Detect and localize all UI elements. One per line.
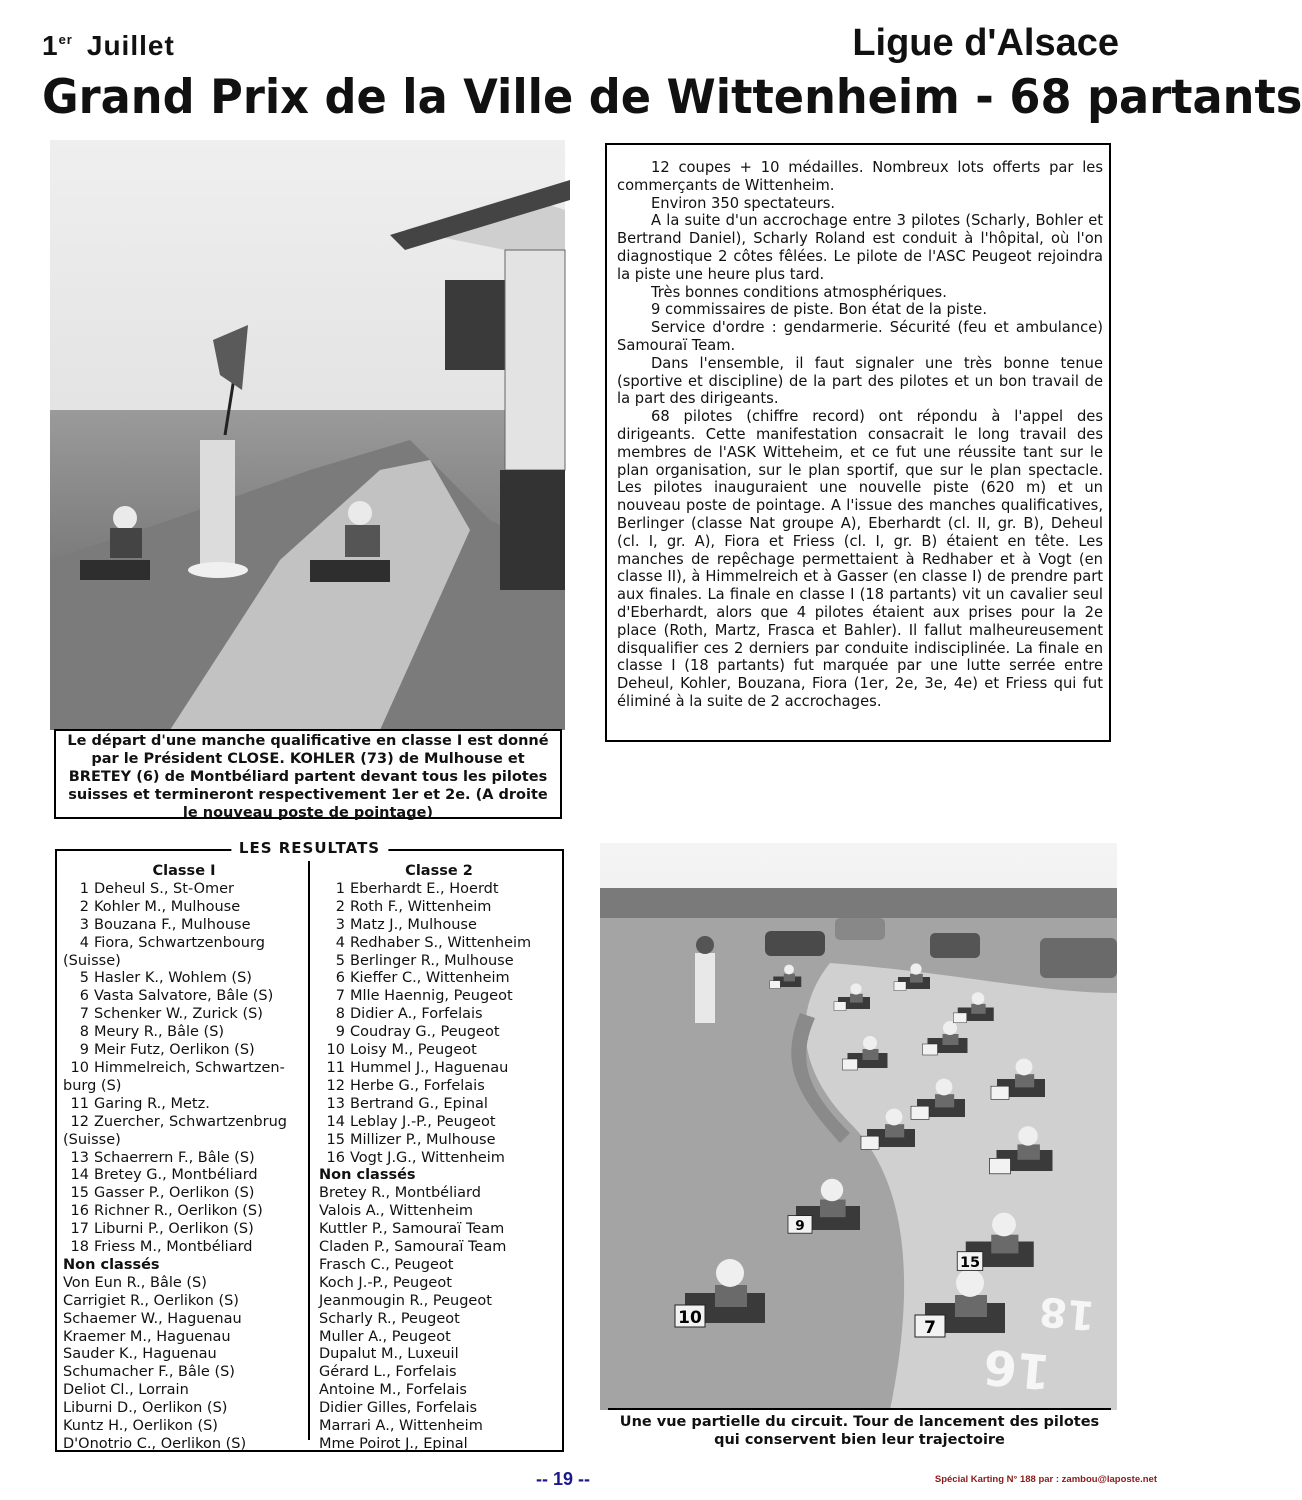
result-rank: 9	[79, 1042, 89, 1059]
race-report	[605, 143, 1111, 742]
result-driver: Hasler K., Wohlem (S)	[94, 970, 252, 987]
result-rank: 13	[70, 1149, 89, 1166]
result-driver: Matz J., Mulhouse	[350, 916, 477, 933]
report-paragraph: Service d'ordre : gendarmerie. Sécurité (feu et ambulance) Samouraï Team.	[617, 319, 1103, 354]
result-rank: 11	[326, 1059, 345, 1076]
result-row	[63, 1114, 305, 1132]
result-rank: 12	[70, 1113, 89, 1130]
unranked-driver: Mme Poirot J., Epinal	[319, 1436, 468, 1452]
result-row	[63, 1185, 305, 1203]
unranked-driver: Koch J.-P., Peugeot	[319, 1274, 452, 1291]
unranked-driver: Jeanmougin R., Peugeot	[319, 1292, 492, 1309]
photo1-caption: Le départ d'une manche qualificative en classe I est donné par le Président CLOSE. KOHLER (73) de Mulhouse et BRETEY (6) de Montbéliard partent devant tous les pilotes suisses et termineront respectivement 1er et 2e. (A droite le nouveau poste de pointage)	[54, 729, 562, 819]
result-row	[63, 935, 305, 953]
result-driver: Schenker W., Zurick (S)	[94, 1006, 263, 1023]
result-row	[319, 1114, 559, 1132]
result-row	[319, 1024, 559, 1042]
unranked-driver: Schaemer W., Haguenau	[63, 1310, 242, 1327]
result-driver: Leblay J.-P., Peugeot	[350, 1113, 496, 1130]
result-driver: Friess M., Montbéliard	[94, 1239, 253, 1256]
circuit-photo	[600, 843, 1117, 1410]
result-rank: 18	[70, 1239, 89, 1256]
result-driver: Didier A., Forfelais	[350, 1006, 483, 1023]
result-driver: Meir Futz, Oerlikon (S)	[94, 1042, 255, 1059]
result-row	[319, 917, 559, 935]
unranked-driver: Frasch C., Peugeot	[319, 1256, 454, 1273]
kart-number: 9	[795, 1218, 805, 1234]
photo2-caption: Une vue partielle du circuit. Tour de lancement des pilotes qui conservent bien leur trajectoire	[608, 1408, 1111, 1452]
unranked-driver: Gérard L., Forfelais	[319, 1364, 457, 1381]
results-title: LES RESULTATS	[231, 839, 388, 857]
result-rank: 6	[335, 970, 345, 987]
report-paragraph: Environ 350 spectateurs.	[651, 194, 836, 212]
unranked-heading: Non classés	[319, 1167, 416, 1184]
column-divider	[308, 861, 310, 1440]
league-name: Ligue d'Alsace	[852, 22, 1119, 64]
result-rank: 17	[70, 1221, 89, 1238]
race-start-photo	[50, 140, 565, 730]
result-driver: Vogt J.G., Wittenheim	[350, 1149, 505, 1166]
unranked-driver: Sauder K., Haguenau	[63, 1346, 217, 1363]
report-paragraph: Dans l'ensemble, il faut signaler une très bonne tenue (sportive et discipline) de la part des pilotes et un bon travail de la part des dirigeants.	[617, 354, 1103, 408]
result-row	[63, 1024, 305, 1042]
result-driver: Kieffer C., Wittenheim	[350, 970, 510, 987]
report-paragraph: A la suite d'un accrochage entre 3 pilotes (Scharly, Bohler et Bertrand Daniel), Scharly Roland est conduit à l'hôpital, où l'on diagnostique 2 côtes fêlées. Le pilote de l'ASC Peugeot rejoindra la piste une heure plus tard.	[617, 212, 1103, 283]
unranked-driver: Valois A., Wittenheim	[319, 1203, 474, 1220]
class2-column	[319, 863, 559, 1454]
result-row	[63, 917, 305, 935]
unranked-driver: Kuntz H., Oerlikon (S)	[63, 1418, 218, 1435]
result-rank: 4	[79, 934, 89, 951]
result-row	[63, 1096, 305, 1114]
unranked-driver: Carrigiet R., Oerlikon (S)	[63, 1292, 239, 1309]
result-driver: Liburni P., Oerlikon (S)	[94, 1221, 254, 1238]
unranked-driver: Kuttler P., Samouraï Team	[319, 1221, 505, 1238]
result-rank: 5	[335, 952, 345, 969]
unranked-driver: Muller A., Peugeot	[319, 1328, 451, 1345]
result-driver: Roth F., Wittenheim	[350, 898, 492, 915]
report-paragraph: 9 commissaires de piste. Bon état de la piste.	[651, 301, 988, 319]
result-rank: 12	[326, 1077, 345, 1094]
result-rank: 11	[70, 1095, 89, 1112]
result-rank: 1	[335, 880, 345, 897]
result-rank: 15	[326, 1131, 345, 1148]
result-driver: Eberhardt E., Hoerdt	[350, 880, 499, 897]
result-rank: 5	[79, 970, 89, 987]
result-row	[319, 970, 559, 988]
result-driver: Bouzana F., Mulhouse	[94, 916, 251, 933]
kart-number: 15	[959, 1255, 981, 1271]
result-driver: Gasser P., Oerlikon (S)	[94, 1185, 255, 1202]
result-row	[63, 1239, 305, 1257]
unranked-driver: Bretey R., Montbéliard	[319, 1185, 481, 1202]
result-row	[63, 1150, 305, 1168]
result-rank: 15	[70, 1185, 89, 1202]
track-marking-18: 18	[1037, 1287, 1097, 1339]
result-rank: 16	[70, 1203, 89, 1220]
result-rank: 10	[326, 1042, 345, 1059]
result-driver: Zuercher, Schwartzenbrug	[94, 1113, 287, 1130]
result-row	[63, 1203, 305, 1221]
result-driver: Loisy M., Peugeot	[350, 1042, 477, 1059]
unranked-driver: Marrari A., Wittenheim	[319, 1418, 483, 1435]
result-row	[319, 899, 559, 917]
result-rank: 9	[335, 1024, 345, 1041]
result-row	[63, 1060, 305, 1078]
result-driver: Schaerrern F., Bâle (S)	[94, 1149, 255, 1166]
result-rank: 2	[335, 898, 345, 915]
result-driver: Richner R., Oerlikon (S)	[94, 1203, 263, 1220]
result-row	[319, 1096, 559, 1114]
unranked-driver: Didier Gilles, Forfelais	[319, 1400, 478, 1417]
result-driver-continued: (Suisse)	[63, 952, 121, 969]
unranked-heading: Non classés	[63, 1256, 160, 1273]
result-driver: Redhaber S., Wittenheim	[350, 934, 532, 951]
result-row	[319, 988, 559, 1006]
result-rank: 7	[79, 1006, 89, 1023]
result-rank: 16	[326, 1149, 345, 1166]
report-paragraph: Très bonnes conditions atmosphériques.	[651, 283, 947, 301]
result-driver: Berlinger R., Mulhouse	[350, 952, 514, 969]
result-row	[319, 1150, 559, 1168]
result-rank: 8	[335, 1006, 345, 1023]
kart-number: 7	[924, 1318, 936, 1338]
class2-heading: Classe 2	[405, 863, 473, 879]
result-driver: Himmelreich, Schwartzen-	[94, 1059, 285, 1076]
date-day: 1	[42, 30, 59, 61]
unranked-driver: Antoine M., Forfelais	[319, 1382, 467, 1399]
class1-heading: Classe I	[152, 863, 216, 879]
result-rank: 3	[335, 916, 345, 933]
result-driver: Deheul S., St-Omer	[94, 880, 235, 897]
results-box	[55, 839, 564, 1452]
page-number: -- 19 --	[536, 1469, 590, 1489]
result-row	[319, 1060, 559, 1078]
unranked-driver: Liburni D., Oerlikon (S)	[63, 1400, 228, 1417]
unranked-driver: Von Eun R., Bâle (S)	[63, 1274, 207, 1291]
result-row	[63, 1221, 305, 1239]
unranked-driver: Kraemer M., Haguenau	[63, 1328, 231, 1345]
circuit-photo-svg	[600, 843, 1117, 1410]
result-row	[319, 1042, 559, 1060]
result-rank: 6	[79, 988, 89, 1005]
report-paragraph: 12 coupes + 10 médailles. Nombreux lots offerts par les commerçants de Wittenheim.	[617, 159, 1103, 194]
scan-credit: Spécial Karting N° 188 par : zambou@laposte.net	[934, 1474, 1157, 1485]
result-row	[319, 881, 559, 899]
kart-number: 10	[678, 1308, 702, 1328]
result-driver: Vasta Salvatore, Bâle (S)	[94, 988, 274, 1005]
unranked-driver: Claden P., Samouraï Team	[319, 1239, 507, 1256]
result-rank: 14	[70, 1167, 89, 1184]
unranked-driver: D'Onotrio C., Oerlikon (S)	[63, 1436, 247, 1452]
result-row	[63, 1167, 305, 1185]
result-row	[319, 1132, 559, 1150]
date-month: Juillet	[86, 30, 175, 61]
result-driver-continued: (Suisse)	[63, 1131, 121, 1148]
result-rank: 7	[335, 988, 345, 1005]
result-rank: 8	[79, 1024, 89, 1041]
track-marking-16: 16	[981, 1337, 1053, 1400]
result-row	[63, 881, 305, 899]
result-rank: 13	[326, 1095, 345, 1112]
result-row	[63, 970, 305, 988]
result-row	[319, 935, 559, 953]
unranked-driver: Dupalut M., Luxeuil	[319, 1346, 459, 1363]
result-row	[63, 1006, 305, 1024]
result-rank: 4	[335, 934, 345, 951]
result-rank: 14	[326, 1113, 345, 1130]
result-driver-continued: burg (S)	[63, 1077, 122, 1094]
page-title: Grand Prix de la Ville de Wittenheim - 68 partants	[42, 70, 1302, 125]
unranked-driver: Scharly R., Peugeot	[319, 1310, 460, 1327]
result-row	[63, 1042, 305, 1060]
unranked-driver: Deliot Cl., Lorrain	[63, 1382, 189, 1399]
result-driver: Mlle Haennig, Peugeot	[350, 988, 513, 1005]
issue-date	[42, 30, 175, 62]
class1-column	[63, 863, 305, 1454]
result-rank: 3	[79, 916, 89, 933]
result-rank: 10	[70, 1059, 89, 1076]
result-driver: Fiora, Schwartzenbourg	[94, 934, 265, 951]
result-driver: Meury R., Bâle (S)	[94, 1024, 225, 1041]
result-driver: Bretey G., Montbéliard	[94, 1167, 258, 1184]
result-driver: Kohler M., Mulhouse	[94, 898, 241, 915]
result-row	[319, 1078, 559, 1096]
result-row	[63, 899, 305, 917]
result-rank: 2	[79, 898, 89, 915]
result-driver: Coudray G., Peugeot	[350, 1024, 500, 1041]
result-row	[319, 1006, 559, 1024]
report-paragraph: 68 pilotes (chiffre record) ont répondu à l'appel des dirigeants. Cette manifestation consacrait le long travail des membres de l'ASK Witteheim, et ce fut une réussite tant sur le plan organisation, sur le plan sportif, que sur le plan spectacle. Les pilotes inauguraient une nouvelle piste (620 m) et un nouveau poste de pointage. A l'issue des manches qualificatives, Berlinger (classe Nat groupe A), Eberhardt (cl. II, gr. B), Deheul (cl. I, gr. A), Fiora et Friess (cl. I, gr. B) étaient en tête. Les manches de repêchage permettaient à Redhaber et à Vogt (en classe II), à Himmelreich et à Gasser (en classe I) de prendre part aux finales. La finale en classe I (18 partants) vit un cavalier seul d'Eberhardt, alors que 4 pilotes étaient aux prises pour la 2e place (Roth, Martz, Frasca et Bahler). Il fallut malheureusement disqualifier ces 2 derniers par conduite indisciplinée. La finale en classe I (18 partants) fut marquée par une lutte serrée entre Deheul, Kohler, Bouzana, Fiora (1er, 2e, 3e, 4e) et Friess qui fut éliminé à la suite de 2 accrochages.	[617, 408, 1103, 710]
result-rank: 1	[79, 880, 89, 897]
unranked-driver: Schumacher F., Bâle (S)	[63, 1364, 235, 1381]
result-row	[63, 988, 305, 1006]
result-driver: Herbe G., Forfelais	[350, 1077, 485, 1094]
result-driver: Millizer P., Mulhouse	[350, 1131, 496, 1148]
result-row	[319, 953, 559, 971]
result-driver: Hummel J., Haguenau	[350, 1059, 509, 1076]
result-driver: Garing R., Metz.	[94, 1095, 210, 1112]
result-driver: Bertrand G., Epinal	[350, 1095, 488, 1112]
date-suffix: er	[58, 32, 73, 47]
